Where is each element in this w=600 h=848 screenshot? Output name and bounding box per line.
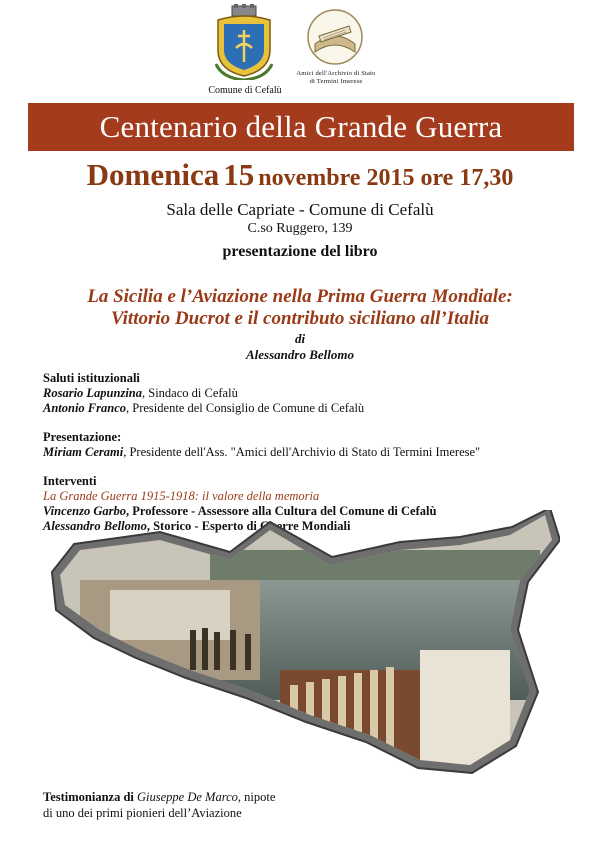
- interventi-heading: Interventi: [43, 474, 97, 488]
- speaker-role: , Storico - Esperto di Guerre Mondiali: [146, 519, 351, 533]
- banner-title: Centenario della Grande Guerra: [99, 109, 503, 144]
- speaker-name: Rosario Lapunzina: [43, 386, 142, 400]
- testimony-suffix: , nipote: [237, 790, 276, 804]
- speaker-name: Vincenzo Garbo: [43, 504, 127, 518]
- by-label: di: [294, 331, 306, 346]
- event-venue: Sala delle Capriate - Comune di Cefalù: [166, 200, 434, 219]
- right-logo-caption-line1: Amici dell'Archivio di Stato: [296, 70, 376, 77]
- speaker-role: , Presidente del Consiglio de Comune di Cefalù: [126, 401, 365, 415]
- testimony-name: Giuseppe De Marco: [137, 790, 238, 804]
- speaker-role: , Professore - Assessore alla Cultura del Comune di Cefalù: [126, 504, 437, 518]
- day-number: 15: [223, 157, 255, 192]
- archive-association-logo-icon: [305, 8, 365, 66]
- book-title-line2: Vittorio Ducrot e il contributo siciliano all’Italia: [111, 308, 489, 329]
- left-logo-caption: Comune di Cefalù: [208, 85, 282, 96]
- testimony-line1: [43, 790, 275, 805]
- title-banner: [28, 103, 574, 151]
- testimony-prefix: Testimonianza di: [43, 790, 138, 804]
- speaker-role: , Sindaco di Cefalù: [142, 386, 238, 400]
- speaker-name: Miriam Cerami: [43, 445, 124, 459]
- sicily-map-collage-image: [40, 510, 560, 780]
- coat-of-arms-icon: [212, 4, 276, 80]
- book-author: Alessandro Bellomo: [246, 347, 354, 362]
- presentation-label: presentazione del libro: [222, 243, 378, 260]
- book-title-line1: La Sicilia e l’Aviazione nella Prima Guerra Mondiale:: [87, 286, 513, 307]
- testimony-line2: di uno dei primi pionieri dell’Aviazione: [43, 806, 242, 820]
- speaker-name: Alessandro Bellomo: [43, 519, 147, 533]
- right-logo-caption-line2: di Termini Imerese: [309, 78, 363, 85]
- event-date-line: [0, 157, 600, 193]
- month-year-time: novembre 2015 ore 17,30: [258, 165, 514, 191]
- speaker-line: [43, 386, 238, 401]
- day-word: Domenica: [86, 157, 220, 192]
- speaker-role: , Presidente dell'Ass. "Amici dell'Archivio di Stato di Termini Imerese": [123, 445, 481, 459]
- speaker-name: Antonio Franco: [43, 401, 127, 415]
- saluti-heading: Saluti istituzionali: [43, 371, 140, 385]
- talk-title: La Grande Guerra 1915-1918: il valore della memoria: [43, 489, 320, 503]
- presentazione-heading: Presentazione:: [43, 430, 122, 444]
- event-address: C.so Ruggero, 139: [247, 221, 353, 236]
- speaker-line: [43, 401, 364, 416]
- speaker-line: [43, 445, 480, 460]
